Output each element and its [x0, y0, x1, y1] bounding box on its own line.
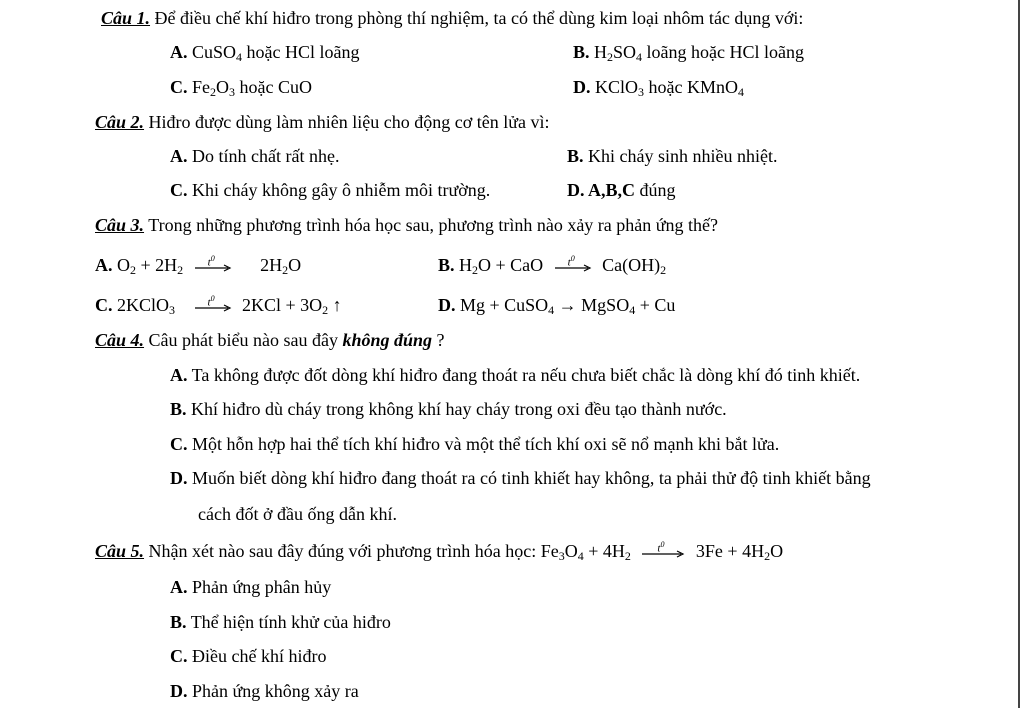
- q4-option-d: D. Muốn biết dòng khí hiđro đang thoát ra có tinh khiết hay không, ta phải thử độ tinh khiết bằng: [170, 468, 871, 488]
- q5-option-b: B. Thể hiện tính khử của hiđro: [170, 612, 391, 632]
- question-1: [101, 7, 803, 29]
- question-text: Hiđro được dùng làm nhiên liệu cho động cơ tên lửa vì:: [144, 112, 550, 132]
- q2-option-c: C. Khi cháy không gây ô nhiễm môi trường.: [170, 180, 491, 200]
- q3-option-c: C. 2KClO$_3$ $t^0$ $2KCl + 3O_2$ ↑: [95, 294, 342, 317]
- q3-option-d: D. Mg + CuSO$_4$ → MgSO$_4$ + Cu: [438, 295, 676, 317]
- question-text: Nhận xét nào sau đây đúng với phương trình hóa học: Fe: [144, 541, 559, 561]
- q3-option-b: B. $H_2O$ + CaO $t^0$ $Ca(OH)_2$: [438, 254, 667, 277]
- q5-option-c: C. Điều chế khí hiđro: [170, 646, 327, 666]
- reaction-arrow-heat: $t^0$: [194, 297, 232, 313]
- q4-option-a: A. Ta không được đốt dòng khí hiđro đang thoát ra nếu chưa biết chắc là dòng khí đó tinh khiết.: [170, 365, 861, 385]
- question-text: Câu phát biểu nào sau đây: [144, 330, 343, 350]
- option-letter: C.: [170, 77, 188, 97]
- q1-option-c: C. $Fe_2O_3$ hoặc CuO: [170, 77, 312, 99]
- q3-option-a: A. $O_2 + 2H_2$ $t^0$ $2H_2O$: [95, 254, 302, 277]
- question-label: Câu 5.: [95, 541, 145, 561]
- emphasis-text: không đúng: [342, 330, 433, 350]
- q2-option-d: D. A,B,C đúng: [567, 180, 676, 200]
- question-5: Câu 5. Nhận xét nào sau đây đúng với phương trình hóa học: $Fe_3O_4 + 4H_2$ $t^0$ $3Fe + 4H_2O$: [95, 540, 784, 563]
- reaction-arrow-heat: $t^0$: [641, 543, 685, 559]
- question-4: Câu 4. Câu phát biểu nào sau đây không đúng ?: [95, 330, 445, 350]
- q1-option-a: A. CuSO$_4$ hoặc HCl loãng: [170, 42, 360, 64]
- question-label: Câu 2.: [95, 112, 145, 132]
- q4-option-c: C. Một hỗn hợp hai thể tích khí hiđro và một thể tích khí oxi sẽ nổ mạnh khi bắt lửa.: [170, 434, 780, 454]
- q1-option-b: B. $H_2SO_4$ loãng hoặc HCl loãng: [573, 42, 804, 64]
- q4-option-b: B. Khí hiđro dù cháy trong không khí hay cháy trong oxi đều tạo thành nước.: [170, 399, 727, 419]
- question-3: [95, 214, 718, 236]
- question-text: Để điều chế khí hiđro trong phòng thí nghiệm, ta có thể dùng kim loại nhôm tác dụng với:: [150, 8, 804, 28]
- question-label: Câu 3.: [95, 215, 145, 235]
- q5-option-d: D. Phản ứng không xảy ra: [170, 681, 359, 701]
- reaction-arrow-heat: $t^0$: [554, 257, 592, 273]
- question-2: [95, 111, 550, 133]
- question-label: Câu 1.: [101, 8, 151, 28]
- option-letter: B.: [573, 42, 590, 62]
- q4-option-d-continued: cách đốt ở đầu ống dẫn khí.: [198, 504, 397, 524]
- q2-option-a: A. Do tính chất rất nhẹ.: [170, 146, 340, 166]
- question-label: Câu 4.: [95, 330, 145, 350]
- q2-option-b: B. Khi cháy sinh nhiều nhiệt.: [567, 146, 778, 166]
- question-text: Trong những phương trình hóa học sau, phương trình nào xảy ra phản ứng thế?: [144, 215, 719, 235]
- q5-option-a: A. Phản ứng phân hủy: [170, 577, 332, 597]
- reaction-arrow-heat: $t^0$: [194, 257, 232, 273]
- page-right-border: [1018, 0, 1020, 708]
- option-letter: D.: [573, 77, 591, 97]
- q1-option-d: D. KClO$_3$ hoặc KMnO$_4$: [573, 77, 744, 99]
- option-letter: A.: [170, 42, 188, 62]
